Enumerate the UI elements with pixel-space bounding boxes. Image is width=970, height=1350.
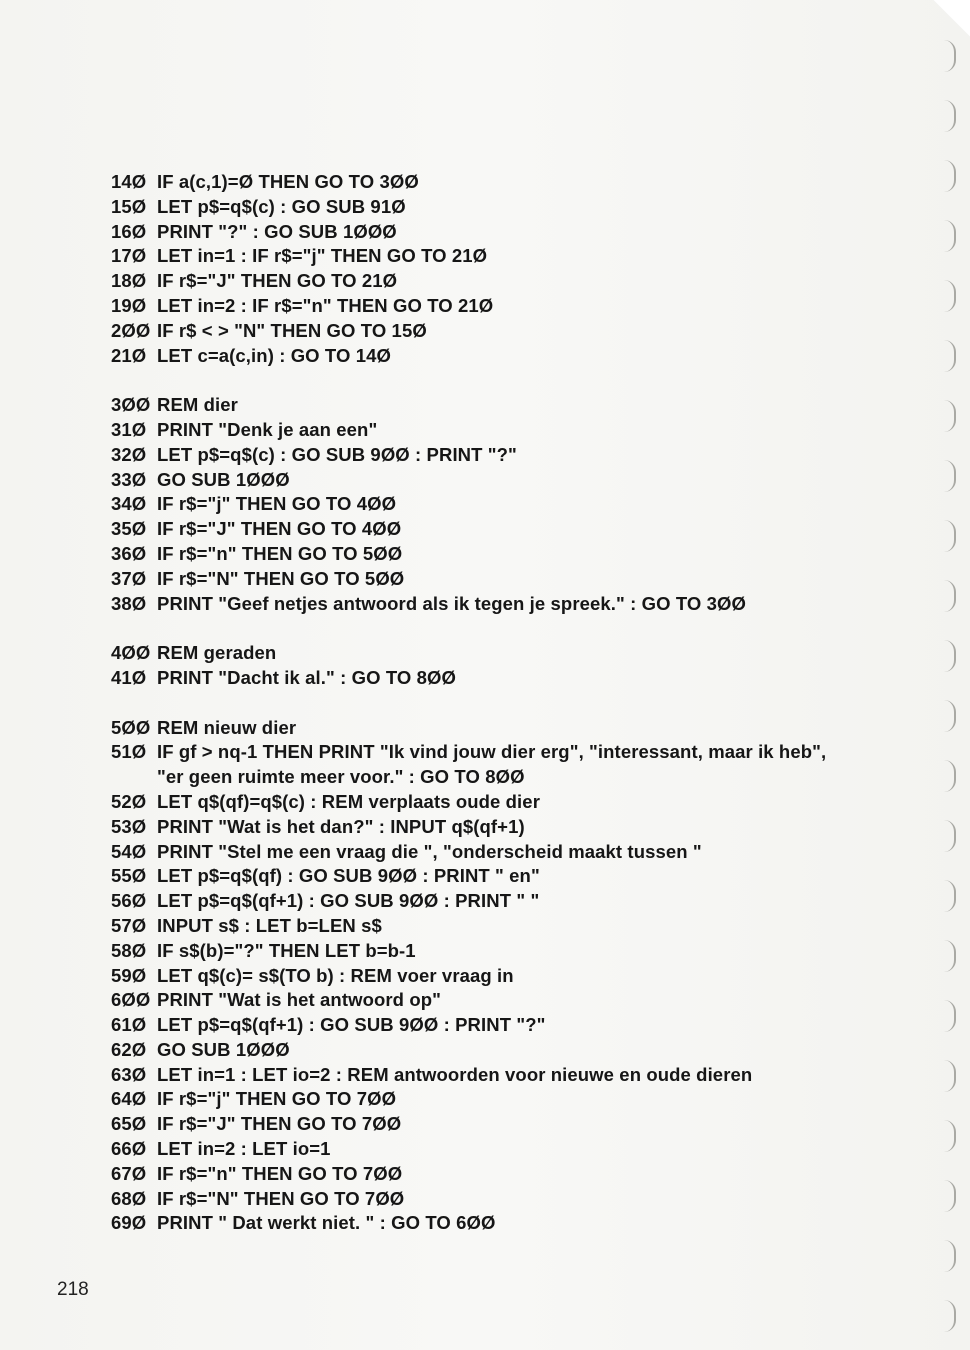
code-line (111, 1013, 831, 1038)
code-line (111, 393, 831, 418)
code-statement: PRINT "Wat is het antwoord op" (157, 989, 441, 1011)
code-line (111, 1211, 831, 1236)
code-statement: LET p$=q$(c) : GO SUB 9ØØ : PRINT "?" (157, 443, 517, 465)
code-line (111, 319, 831, 344)
code-line (111, 864, 831, 889)
line-number: 58Ø (111, 939, 147, 961)
code-statement: INPUT s$ : LET b=LEN s$ (157, 914, 382, 936)
binding-ring (944, 880, 956, 912)
code-statement: IF r$="j" THEN GO TO 7ØØ (157, 1088, 397, 1110)
line-number: 63Ø (111, 1063, 147, 1085)
line-number: 54Ø (111, 840, 147, 862)
line-number: 32Ø (111, 443, 147, 465)
code-line (111, 517, 831, 542)
binding-ring (944, 460, 956, 492)
code-line (111, 1137, 831, 1162)
code-statement: REM dier (157, 394, 238, 416)
binding-ring (944, 1060, 956, 1092)
binding-ring (944, 160, 956, 192)
code-statement: IF r$="N" THEN GO TO 7ØØ (157, 1187, 405, 1209)
binding-ring (944, 640, 956, 672)
code-line (111, 790, 831, 815)
line-number: 67Ø (111, 1162, 147, 1184)
binding-ring (944, 340, 956, 372)
line-number: 65Ø (111, 1113, 147, 1135)
page-corner (930, 0, 970, 40)
code-line (111, 840, 831, 865)
code-statement: LET p$=q$(qf+1) : GO SUB 9ØØ : PRINT "?" (157, 1014, 546, 1036)
line-number: 57Ø (111, 914, 147, 936)
code-line (111, 939, 831, 964)
line-number: 62Ø (111, 1038, 147, 1060)
code-line (111, 244, 831, 269)
code-statement: IF r$ < > "N" THEN GO TO 15Ø (157, 319, 427, 341)
binding-ring (944, 1000, 956, 1032)
code-line (111, 592, 831, 617)
line-number: 15Ø (111, 195, 147, 217)
binding-ring (944, 1240, 956, 1272)
binding-ring (944, 520, 956, 552)
code-line (111, 418, 831, 443)
code-line (111, 1162, 831, 1187)
code-statement: GO SUB 1ØØØ (157, 1038, 290, 1060)
line-number: 14Ø (111, 171, 147, 192)
line-number: 31Ø (111, 418, 147, 440)
basic-program-listing (111, 170, 831, 1236)
code-line (111, 815, 831, 840)
blank-line (111, 616, 831, 641)
line-number: 52Ø (111, 790, 147, 812)
line-number: 37Ø (111, 567, 147, 589)
binding-ring (944, 820, 956, 852)
line-number: 6ØØ (111, 989, 151, 1011)
line-number: 56Ø (111, 890, 147, 912)
page-number: 218 (57, 1279, 89, 1300)
binding-ring (944, 1180, 956, 1212)
code-statement: LET q$(c)= s$(TO b) : REM voer vraag in (157, 964, 514, 986)
line-number: 68Ø (111, 1187, 147, 1209)
line-number: 61Ø (111, 1014, 147, 1036)
code-statement: IF s$(b)="?" THEN LET b=b-1 (157, 939, 416, 961)
code-line (111, 1063, 831, 1088)
code-statement: LET in=2 : IF r$="n" THEN GO TO 21Ø (157, 294, 494, 316)
line-number: 3ØØ (111, 394, 151, 416)
code-line (111, 269, 831, 294)
line-number: 64Ø (111, 1088, 147, 1110)
code-statement: LET in=1 : IF r$="j" THEN GO TO 21Ø (157, 245, 488, 267)
code-line (111, 220, 831, 245)
line-number: 53Ø (111, 815, 147, 837)
code-statement: LET in=1 : LET io=2 : REM antwoorden voor nieuwe en oude dieren (157, 1063, 753, 1085)
code-statement: LET in=2 : LET io=1 (157, 1138, 331, 1160)
code-statement: PRINT "?" : GO SUB 1ØØØ (157, 220, 397, 242)
code-line (111, 468, 831, 493)
line-number: 51Ø (111, 741, 147, 763)
code-line (111, 1087, 831, 1112)
line-number: 36Ø (111, 542, 147, 564)
code-line (111, 988, 831, 1013)
code-statement: PRINT "Geef netjes antwoord als ik tegen je spreek." : GO TO 3ØØ (157, 592, 747, 614)
line-number: 69Ø (111, 1212, 147, 1234)
code-line (111, 964, 831, 989)
line-number: 59Ø (111, 964, 147, 986)
binding-ring (944, 940, 956, 972)
code-line (111, 443, 831, 468)
code-statement: IF a(c,1)=Ø THEN GO TO 3ØØ (157, 171, 419, 192)
code-line (111, 294, 831, 319)
code-statement: LET p$=q$(c) : GO SUB 91Ø (157, 195, 406, 217)
line-number: 2ØØ (111, 319, 151, 341)
code-line (111, 740, 831, 790)
line-number: 34Ø (111, 493, 147, 515)
code-statement: IF r$="j" THEN GO TO 4ØØ (157, 493, 397, 515)
code-statement: IF r$="J" THEN GO TO 7ØØ (157, 1113, 402, 1135)
line-number: 55Ø (111, 865, 147, 887)
code-statement: GO SUB 1ØØØ (157, 468, 290, 490)
binding-ring (944, 400, 956, 432)
code-line (111, 170, 831, 195)
line-number: 17Ø (111, 245, 147, 267)
binding-ring (944, 1120, 956, 1152)
code-statement: LET c=a(c,in) : GO TO 14Ø (157, 344, 391, 366)
line-number: 5ØØ (111, 716, 151, 738)
code-statement: PRINT "Stel me een vraag die ", "onderscheid maakt tussen " (157, 840, 702, 862)
code-statement: IF r$="n" THEN GO TO 5ØØ (157, 542, 403, 564)
code-statement: LET p$=q$(qf+1) : GO SUB 9ØØ : PRINT " " (157, 890, 540, 912)
code-statement: IF gf > nq-1 THEN PRINT "Ik vind jouw dier erg", "interessant, maar ik heb", "er geen ruimte meer voor." : GO TO 8ØØ (157, 741, 832, 788)
code-line (111, 889, 831, 914)
binding-ring (944, 100, 956, 132)
code-statement: PRINT "Denk je aan een" (157, 418, 378, 440)
blank-line (111, 691, 831, 716)
binding-ring (944, 280, 956, 312)
spiral-binding (930, 40, 970, 1340)
code-line (111, 195, 831, 220)
blank-line (111, 368, 831, 393)
code-statement: LET p$=q$(qf) : GO SUB 9ØØ : PRINT " en" (157, 865, 540, 887)
code-statement: REM nieuw dier (157, 716, 297, 738)
code-statement: PRINT "Wat is het dan?" : INPUT q$(qf+1) (157, 815, 525, 837)
code-line (111, 344, 831, 369)
code-statement: PRINT "Dacht ik al." : GO TO 8ØØ (157, 666, 456, 688)
binding-ring (944, 220, 956, 252)
code-line (111, 716, 831, 741)
line-number: 33Ø (111, 468, 147, 490)
code-statement: IF r$="n" THEN GO TO 7ØØ (157, 1162, 403, 1184)
binding-ring (944, 580, 956, 612)
code-statement: IF r$="J" THEN GO TO 21Ø (157, 270, 398, 292)
code-statement: IF r$="N" THEN GO TO 5ØØ (157, 567, 405, 589)
binding-ring (944, 1300, 956, 1332)
binding-ring (944, 760, 956, 792)
line-number: 4ØØ (111, 642, 151, 664)
binding-ring (944, 700, 956, 732)
code-line (111, 666, 831, 691)
binding-ring (944, 40, 956, 72)
line-number: 19Ø (111, 294, 147, 316)
line-number: 18Ø (111, 270, 147, 292)
code-line (111, 1187, 831, 1212)
code-line (111, 1112, 831, 1137)
line-number: 38Ø (111, 592, 147, 614)
line-number: 16Ø (111, 220, 147, 242)
line-number: 41Ø (111, 666, 147, 688)
code-statement: IF r$="J" THEN GO TO 4ØØ (157, 518, 402, 540)
code-statement: LET q$(qf)=q$(c) : REM verplaats oude dier (157, 790, 540, 812)
line-number: 35Ø (111, 518, 147, 540)
code-statement: PRINT " Dat werkt niet. " : GO TO 6ØØ (157, 1212, 496, 1234)
code-line (111, 641, 831, 666)
code-line (111, 1038, 831, 1063)
code-line (111, 542, 831, 567)
code-statement: REM geraden (157, 642, 277, 664)
code-line (111, 914, 831, 939)
code-line (111, 492, 831, 517)
code-line (111, 567, 831, 592)
line-number: 66Ø (111, 1138, 147, 1160)
line-number: 21Ø (111, 344, 147, 366)
